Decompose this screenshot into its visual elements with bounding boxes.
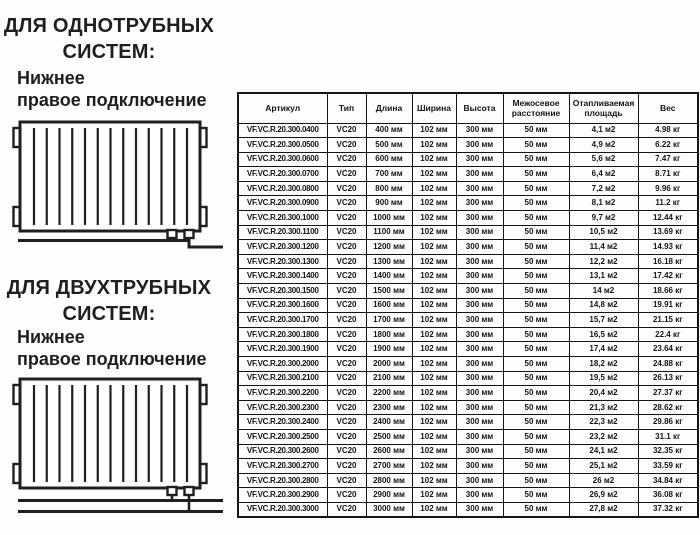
table-cell: VF.VC.R.20.300.2000 bbox=[238, 357, 327, 372]
table-cell: 1300 мм bbox=[366, 254, 412, 269]
table-cell: 19.91 кг bbox=[638, 298, 698, 313]
table-cell: 50 мм bbox=[503, 313, 569, 328]
table-cell: VC20 bbox=[327, 357, 366, 372]
table-cell: 102 мм bbox=[412, 444, 456, 459]
table-cell: 300 мм bbox=[456, 298, 503, 313]
table-row bbox=[238, 386, 698, 401]
table-row bbox=[238, 502, 698, 517]
table-cell: 12,2 м2 bbox=[569, 254, 638, 269]
table-cell: 50 мм bbox=[503, 444, 569, 459]
table-row bbox=[238, 225, 698, 240]
column-header: Отапливаемая площадь bbox=[569, 93, 638, 123]
table-cell: 14 м2 bbox=[569, 284, 638, 299]
table-cell: 36.08 кг bbox=[638, 488, 698, 503]
table-cell: 6.22 кг bbox=[638, 138, 698, 153]
table-cell: 2000 мм bbox=[366, 357, 412, 372]
table-cell: 300 мм bbox=[456, 473, 503, 488]
table-cell: 7,2 м2 bbox=[569, 181, 638, 196]
table-row bbox=[238, 415, 698, 430]
table-row bbox=[238, 473, 698, 488]
table-cell: VC20 bbox=[327, 459, 366, 474]
table-cell: 50 мм bbox=[503, 342, 569, 357]
table-cell: 8,1 м2 bbox=[569, 196, 638, 211]
table-cell: 31.1 кг bbox=[638, 429, 698, 444]
table-row bbox=[238, 240, 698, 255]
column-header: Артикул bbox=[238, 93, 327, 123]
column-header: Высота bbox=[456, 93, 503, 123]
table-cell: 21,3 м2 bbox=[569, 400, 638, 415]
radiator-specs-table bbox=[237, 92, 699, 518]
table-cell: 1400 мм bbox=[366, 269, 412, 284]
table-cell: VC20 bbox=[327, 138, 366, 153]
table-cell: 300 мм bbox=[456, 284, 503, 299]
connection-label-line: правое подключение bbox=[17, 349, 207, 369]
table-cell: VC20 bbox=[327, 196, 366, 211]
table-cell: 300 мм bbox=[456, 138, 503, 153]
table-cell: 300 мм bbox=[456, 502, 503, 517]
table-row bbox=[238, 138, 698, 153]
table-cell: 17,4 м2 bbox=[569, 342, 638, 357]
table-row bbox=[238, 327, 698, 342]
table-cell: 102 мм bbox=[412, 254, 456, 269]
table-cell: 11.2 кг bbox=[638, 196, 698, 211]
table-cell: 102 мм bbox=[412, 415, 456, 430]
table-cell: 22.4 кг bbox=[638, 327, 698, 342]
table-cell: 300 мм bbox=[456, 211, 503, 226]
table-cell: 17.42 кг bbox=[638, 269, 698, 284]
table-cell: 102 мм bbox=[412, 327, 456, 342]
table-cell: VF.VC.R.20.300.0400 bbox=[238, 123, 327, 138]
heading-line: СИСТЕМ: bbox=[62, 303, 156, 325]
table-cell: 102 мм bbox=[412, 152, 456, 167]
table-cell: 50 мм bbox=[503, 415, 569, 430]
table-cell: 11,4 м2 bbox=[569, 240, 638, 255]
table-cell: 300 мм bbox=[456, 269, 503, 284]
table-cell: VC20 bbox=[327, 400, 366, 415]
table-cell: 50 мм bbox=[503, 327, 569, 342]
heading-line: ДЛЯ ОДНОТРУБНЫХ bbox=[3, 15, 215, 37]
column-header: Ширина bbox=[412, 93, 456, 123]
table-cell: 50 мм bbox=[503, 386, 569, 401]
table-cell: 27.37 кг bbox=[638, 386, 698, 401]
table-row bbox=[238, 488, 698, 503]
table-cell: 37.32 кг bbox=[638, 502, 698, 517]
table-cell: 15,7 м2 bbox=[569, 313, 638, 328]
table-cell: VC20 bbox=[327, 240, 366, 255]
table-cell: 1800 мм bbox=[366, 327, 412, 342]
table-cell: 400 мм bbox=[366, 123, 412, 138]
table-row bbox=[238, 444, 698, 459]
table-row bbox=[238, 152, 698, 167]
table-cell: 50 мм bbox=[503, 225, 569, 240]
single-pipe-connection-label bbox=[17, 67, 207, 111]
table-cell: VC20 bbox=[327, 254, 366, 269]
table-cell: 24,1 м2 bbox=[569, 444, 638, 459]
table-cell: VF.VC.R.20.300.2100 bbox=[238, 371, 327, 386]
table-cell: 29.86 кг bbox=[638, 415, 698, 430]
table-cell: 102 мм bbox=[412, 123, 456, 138]
table-cell: VC20 bbox=[327, 371, 366, 386]
table-row bbox=[238, 342, 698, 357]
table-cell: VC20 bbox=[327, 444, 366, 459]
table-cell: VF.VC.R.20.300.0900 bbox=[238, 196, 327, 211]
table-cell: 50 мм bbox=[503, 371, 569, 386]
table-cell: 2200 мм bbox=[366, 386, 412, 401]
table-cell: 9,7 м2 bbox=[569, 211, 638, 226]
table-cell: VF.VC.R.20.300.0500 bbox=[238, 138, 327, 153]
table-cell: 102 мм bbox=[412, 284, 456, 299]
table-cell: 16,5 м2 bbox=[569, 327, 638, 342]
table-cell: 300 мм bbox=[456, 415, 503, 430]
table-cell: VF.VC.R.20.300.1700 bbox=[238, 313, 327, 328]
table-row bbox=[238, 269, 698, 284]
table-cell: VF.VC.R.20.300.2700 bbox=[238, 459, 327, 474]
table-cell: 13.69 кг bbox=[638, 225, 698, 240]
table-cell: 9.96 кг bbox=[638, 181, 698, 196]
two-pipe-connection-label bbox=[17, 326, 207, 370]
table-cell: 102 мм bbox=[412, 400, 456, 415]
table-cell: VC20 bbox=[327, 415, 366, 430]
table-cell: 1200 мм bbox=[366, 240, 412, 255]
table-cell: 300 мм bbox=[456, 254, 503, 269]
table-cell: 300 мм bbox=[456, 444, 503, 459]
table-cell: VC20 bbox=[327, 211, 366, 226]
table-cell: VF.VC.R.20.300.1600 bbox=[238, 298, 327, 313]
table-cell: VC20 bbox=[327, 167, 366, 182]
table-cell: 50 мм bbox=[503, 138, 569, 153]
table-cell: 1600 мм bbox=[366, 298, 412, 313]
table-row bbox=[238, 371, 698, 386]
table-cell: 102 мм bbox=[412, 181, 456, 196]
table-cell: VF.VC.R.20.300.1500 bbox=[238, 284, 327, 299]
single-pipe-radiator-diagram bbox=[10, 114, 225, 254]
table-cell: VC20 bbox=[327, 327, 366, 342]
table-cell: VC20 bbox=[327, 386, 366, 401]
table-cell: VC20 bbox=[327, 342, 366, 357]
table-cell: 300 мм bbox=[456, 357, 503, 372]
table-row bbox=[238, 298, 698, 313]
table-row bbox=[238, 211, 698, 226]
table-cell: 2700 мм bbox=[366, 459, 412, 474]
table-row bbox=[238, 429, 698, 444]
table-cell: VF.VC.R.20.300.1000 bbox=[238, 211, 327, 226]
column-header: Тип bbox=[327, 93, 366, 123]
heading-line: ДЛЯ ДВУХТРУБНЫХ bbox=[6, 277, 212, 299]
table-cell: 10,5 м2 bbox=[569, 225, 638, 240]
connection-label-line: Нижнее bbox=[17, 327, 85, 347]
table-cell: 2600 мм bbox=[366, 444, 412, 459]
table-cell: 50 мм bbox=[503, 429, 569, 444]
table-row bbox=[238, 284, 698, 299]
table-cell: 12.44 кг bbox=[638, 211, 698, 226]
table-cell: 50 мм bbox=[503, 181, 569, 196]
table-cell: 18.66 кг bbox=[638, 284, 698, 299]
table-cell: VF.VC.R.20.300.2500 bbox=[238, 429, 327, 444]
table-cell: VF.VC.R.20.300.2200 bbox=[238, 386, 327, 401]
table-cell: 50 мм bbox=[503, 502, 569, 517]
table-cell: 13,1 м2 bbox=[569, 269, 638, 284]
table-cell: 102 мм bbox=[412, 225, 456, 240]
table-cell: 50 мм bbox=[503, 254, 569, 269]
heading-line: СИСТЕМ: bbox=[62, 41, 156, 63]
table-cell: 22,3 м2 bbox=[569, 415, 638, 430]
table-row bbox=[238, 459, 698, 474]
table-cell: VC20 bbox=[327, 225, 366, 240]
table-cell: 700 мм bbox=[366, 167, 412, 182]
table-cell: VF.VC.R.20.300.2600 bbox=[238, 444, 327, 459]
table-cell: VC20 bbox=[327, 152, 366, 167]
table-cell: 26.13 кг bbox=[638, 371, 698, 386]
table-cell: 1500 мм bbox=[366, 284, 412, 299]
table-cell: VF.VC.R.20.300.0600 bbox=[238, 152, 327, 167]
table-cell: 300 мм bbox=[456, 327, 503, 342]
table-cell: VF.VC.R.20.300.1100 bbox=[238, 225, 327, 240]
table-cell: 102 мм bbox=[412, 298, 456, 313]
table-cell: 300 мм bbox=[456, 386, 503, 401]
table-cell: VF.VC.R.20.300.2400 bbox=[238, 415, 327, 430]
table-cell: 300 мм bbox=[456, 167, 503, 182]
table-cell: 23,2 м2 bbox=[569, 429, 638, 444]
table-cell: 2800 мм bbox=[366, 473, 412, 488]
table-cell: 3000 мм bbox=[366, 502, 412, 517]
connection-label-line: Нижнее bbox=[17, 68, 85, 88]
table-cell: 6,4 м2 bbox=[569, 167, 638, 182]
table-cell: 16.18 кг bbox=[638, 254, 698, 269]
table-cell: 102 мм bbox=[412, 459, 456, 474]
table-cell: 300 мм bbox=[456, 429, 503, 444]
two-pipe-systems-heading bbox=[0, 275, 218, 327]
table-cell: 50 мм bbox=[503, 400, 569, 415]
table-cell: 14,8 м2 bbox=[569, 298, 638, 313]
table-cell: 2400 мм bbox=[366, 415, 412, 430]
table-cell: 2900 мм bbox=[366, 488, 412, 503]
table-row bbox=[238, 254, 698, 269]
table-cell: 50 мм bbox=[503, 211, 569, 226]
table-cell: 50 мм bbox=[503, 459, 569, 474]
table-cell: 300 мм bbox=[456, 313, 503, 328]
two-pipe-radiator-diagram bbox=[10, 371, 225, 519]
single-pipe-systems-heading bbox=[0, 13, 218, 65]
table-cell: VC20 bbox=[327, 313, 366, 328]
table-row bbox=[238, 123, 698, 138]
table-cell: VC20 bbox=[327, 429, 366, 444]
table-cell: 800 мм bbox=[366, 181, 412, 196]
table-cell: VF.VC.R.20.300.1800 bbox=[238, 327, 327, 342]
table-cell: VF.VC.R.20.300.2300 bbox=[238, 400, 327, 415]
table-row bbox=[238, 400, 698, 415]
table-cell: 5,6 м2 bbox=[569, 152, 638, 167]
table-cell: 300 мм bbox=[456, 181, 503, 196]
table-cell: 102 мм bbox=[412, 211, 456, 226]
table-cell: 1700 мм bbox=[366, 313, 412, 328]
table-cell: VC20 bbox=[327, 269, 366, 284]
table-row bbox=[238, 167, 698, 182]
table-cell: 1000 мм bbox=[366, 211, 412, 226]
table-cell: 300 мм bbox=[456, 400, 503, 415]
table-cell: VC20 bbox=[327, 298, 366, 313]
table-cell: 102 мм bbox=[412, 386, 456, 401]
table-cell: 300 мм bbox=[456, 488, 503, 503]
table-cell: 50 мм bbox=[503, 473, 569, 488]
table-cell: 900 мм bbox=[366, 196, 412, 211]
table-cell: 50 мм bbox=[503, 123, 569, 138]
table-cell: VF.VC.R.20.300.1300 bbox=[238, 254, 327, 269]
table-body bbox=[238, 123, 698, 517]
table-cell: 50 мм bbox=[503, 196, 569, 211]
table-cell: 4,1 м2 bbox=[569, 123, 638, 138]
table-cell: VC20 bbox=[327, 181, 366, 196]
table-cell: 300 мм bbox=[456, 225, 503, 240]
table-cell: 300 мм bbox=[456, 371, 503, 386]
table-cell: 600 мм bbox=[366, 152, 412, 167]
table-cell: 21.15 кг bbox=[638, 313, 698, 328]
table-cell: 50 мм bbox=[503, 357, 569, 372]
table-cell: 50 мм bbox=[503, 240, 569, 255]
connection-label-line: правое подключение bbox=[17, 90, 207, 110]
table-cell: 19,5 м2 bbox=[569, 371, 638, 386]
table-cell: 300 мм bbox=[456, 342, 503, 357]
table-cell: 50 мм bbox=[503, 298, 569, 313]
table-cell: 26,9 м2 bbox=[569, 488, 638, 503]
table-cell: 102 мм bbox=[412, 240, 456, 255]
column-header: Вес bbox=[638, 93, 698, 123]
table-cell: 2300 мм bbox=[366, 400, 412, 415]
table-cell: 32.35 кг bbox=[638, 444, 698, 459]
table-cell: 50 мм bbox=[503, 167, 569, 182]
table-cell: VC20 bbox=[327, 123, 366, 138]
table-cell: VF.VC.R.20.300.0800 bbox=[238, 181, 327, 196]
table-cell: 14.93 кг bbox=[638, 240, 698, 255]
table-cell: 1900 мм bbox=[366, 342, 412, 357]
table-cell: 102 мм bbox=[412, 502, 456, 517]
table-cell: 18,2 м2 bbox=[569, 357, 638, 372]
table-row bbox=[238, 357, 698, 372]
table-cell: 7.47 кг bbox=[638, 152, 698, 167]
table-cell: 300 мм bbox=[456, 459, 503, 474]
table-cell: 300 мм bbox=[456, 123, 503, 138]
table-cell: 102 мм bbox=[412, 138, 456, 153]
table-row bbox=[238, 196, 698, 211]
table-cell: VF.VC.R.20.300.1200 bbox=[238, 240, 327, 255]
header-row bbox=[238, 93, 698, 123]
table-cell: VC20 bbox=[327, 284, 366, 299]
table-cell: 102 мм bbox=[412, 488, 456, 503]
table-cell: 50 мм bbox=[503, 488, 569, 503]
table-cell: VF.VC.R.20.300.1400 bbox=[238, 269, 327, 284]
table-cell: 102 мм bbox=[412, 429, 456, 444]
column-header: Длина bbox=[366, 93, 412, 123]
column-header: Межосевое расстояние bbox=[503, 93, 569, 123]
table-cell: 300 мм bbox=[456, 196, 503, 211]
table-cell: 4.98 кг bbox=[638, 123, 698, 138]
table-cell: 102 мм bbox=[412, 342, 456, 357]
table-cell: 23.64 кг bbox=[638, 342, 698, 357]
table-cell: VF.VC.R.20.300.2800 bbox=[238, 473, 327, 488]
table-cell: 25,1 м2 bbox=[569, 459, 638, 474]
table-cell: 300 мм bbox=[456, 240, 503, 255]
table-cell: 300 мм bbox=[456, 152, 503, 167]
table-cell: VF.VC.R.20.300.0700 bbox=[238, 167, 327, 182]
table-cell: 102 мм bbox=[412, 269, 456, 284]
table-cell: 24.88 кг bbox=[638, 357, 698, 372]
table-cell: 2100 мм bbox=[366, 371, 412, 386]
table-cell: 8.71 кг bbox=[638, 167, 698, 182]
table-cell: 50 мм bbox=[503, 269, 569, 284]
table-cell: 102 мм bbox=[412, 167, 456, 182]
table-row bbox=[238, 313, 698, 328]
table-cell: 102 мм bbox=[412, 196, 456, 211]
table-cell: VF.VC.R.20.300.1900 bbox=[238, 342, 327, 357]
table-cell: VC20 bbox=[327, 488, 366, 503]
table-cell: 50 мм bbox=[503, 152, 569, 167]
table-cell: 26 м2 bbox=[569, 473, 638, 488]
table-cell: 28.62 кг bbox=[638, 400, 698, 415]
table-cell: 500 мм bbox=[366, 138, 412, 153]
table-cell: 4,9 м2 bbox=[569, 138, 638, 153]
table-cell: VF.VC.R.20.300.3000 bbox=[238, 502, 327, 517]
table-cell: 34.84 кг bbox=[638, 473, 698, 488]
table-cell: 20,4 м2 bbox=[569, 386, 638, 401]
table-cell: 102 мм bbox=[412, 371, 456, 386]
table-cell: 102 мм bbox=[412, 473, 456, 488]
table-cell: VC20 bbox=[327, 502, 366, 517]
table-cell: 102 мм bbox=[412, 313, 456, 328]
table-cell: 1100 мм bbox=[366, 225, 412, 240]
table-cell: 102 мм bbox=[412, 357, 456, 372]
table-cell: VF.VC.R.20.300.2900 bbox=[238, 488, 327, 503]
table-row bbox=[238, 181, 698, 196]
table-cell: 33.59 кг bbox=[638, 459, 698, 474]
table-cell: VC20 bbox=[327, 473, 366, 488]
table-cell: 27,8 м2 bbox=[569, 502, 638, 517]
table-cell: 2500 мм bbox=[366, 429, 412, 444]
table-cell: 50 мм bbox=[503, 284, 569, 299]
